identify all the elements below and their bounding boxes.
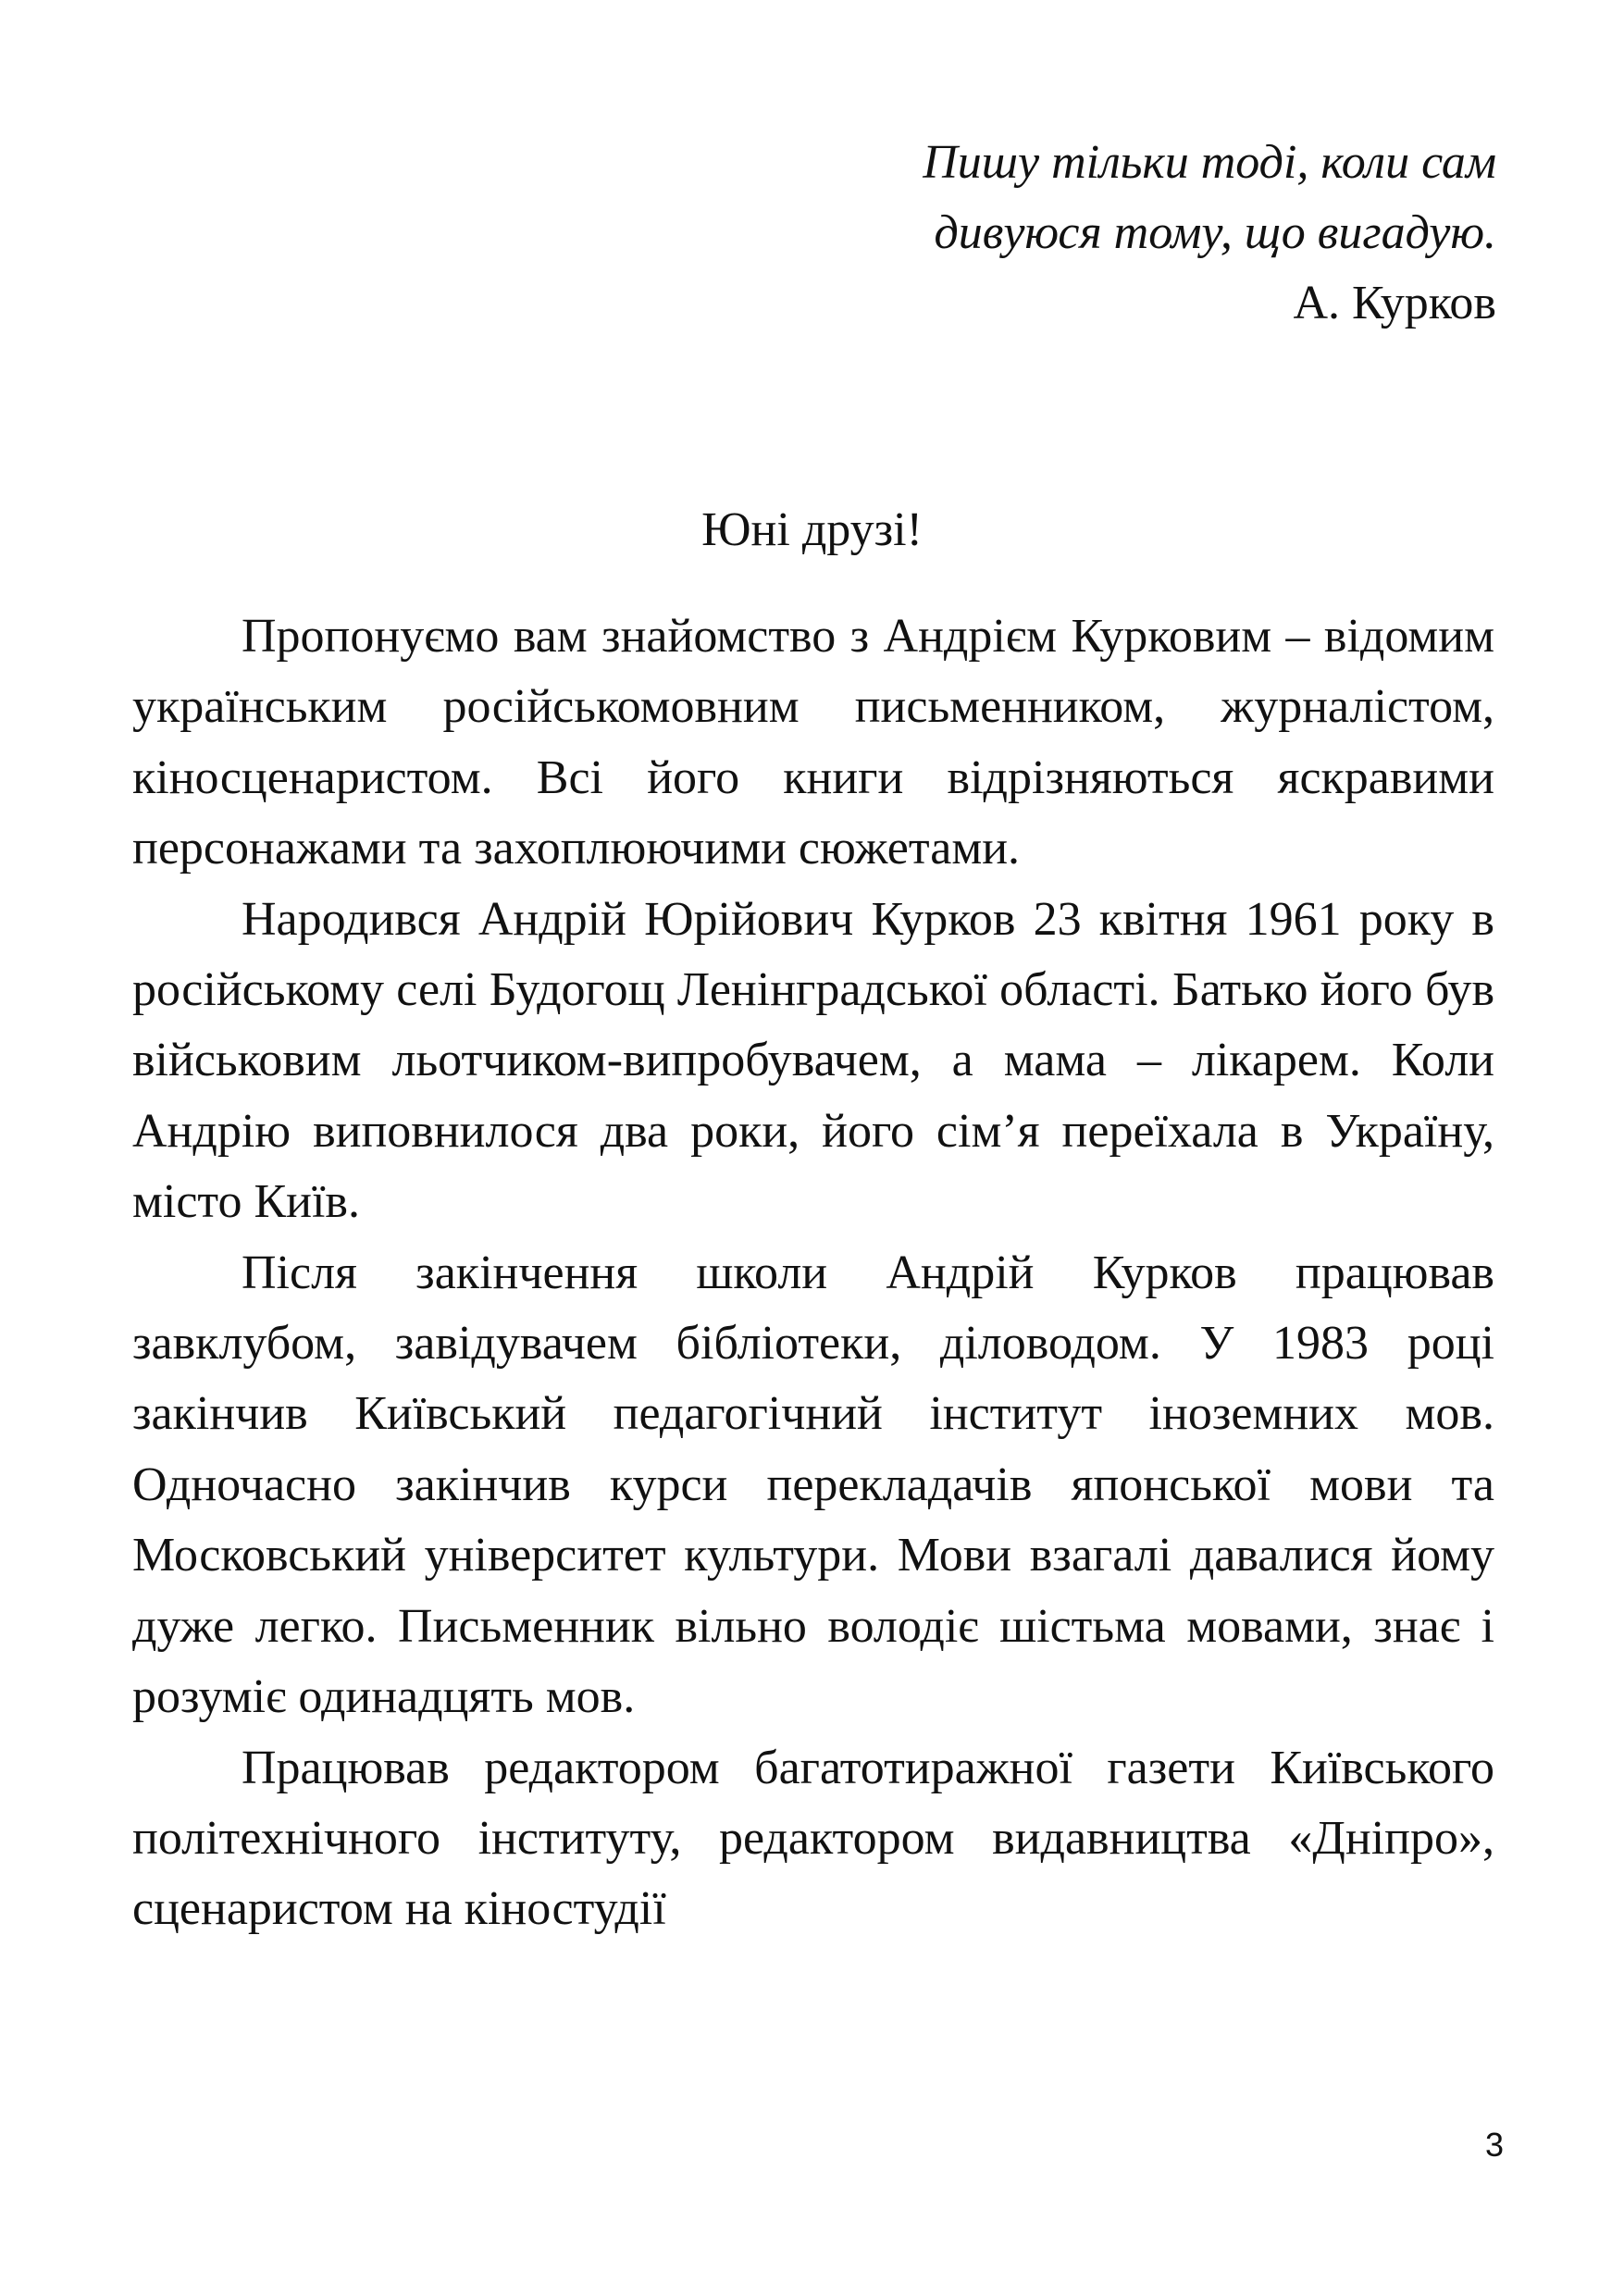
body-text [132, 602, 1494, 1945]
paragraph-2: Народився Андрій Юрійович Курков 23 квітня 1961 року в російському селі Будогощ Ленінградської області. Батько його був військовим льотчиком-випробувачем, а мама – лікарем. Коли Андрію виповнилося два роки, його сім’я переїхала в Україну, місто Київ. [132, 892, 1494, 1229]
page-heading: Юні друзі! [701, 503, 923, 556]
epigraph-line-1: Пишу тільки тоді, коли сам [923, 136, 1496, 189]
paragraph-1: Пропонуємо вам знайомство з Андрієм Курковим – відомим українським російськомовним письменником, журналістом, кіносценаристом. Всі його книги відрізняються яскравими персонажами та захоплюючими сюжетами. [132, 610, 1494, 875]
page-number: 3 [1484, 2126, 1504, 2164]
epigraph-author: А. Курков [1293, 277, 1496, 329]
epigraph [663, 128, 1496, 339]
paragraph-4: Працював редактором багатотиражної газети Київського політехнічного інституту, редактором видавництва «Дніпро», сценаристом на кіностудії [132, 1741, 1494, 1936]
epigraph-line-2: дивуюся тому, що вигадую. [934, 206, 1496, 259]
paragraph-3: Після закінчення школи Андрій Курков працював завклубом, завідувачем бібліотеки, діловодом. У 1983 році закінчив Київський педагогічний інститут іноземних мов. Одночасно закінчив курси перекладачів японської мови та Московський університет культури. Мови взагалі давалися йому дуже легко. Письменник вільно володіє шістьма мовами, знає і розуміє одинадцять мов. [132, 1246, 1494, 1724]
